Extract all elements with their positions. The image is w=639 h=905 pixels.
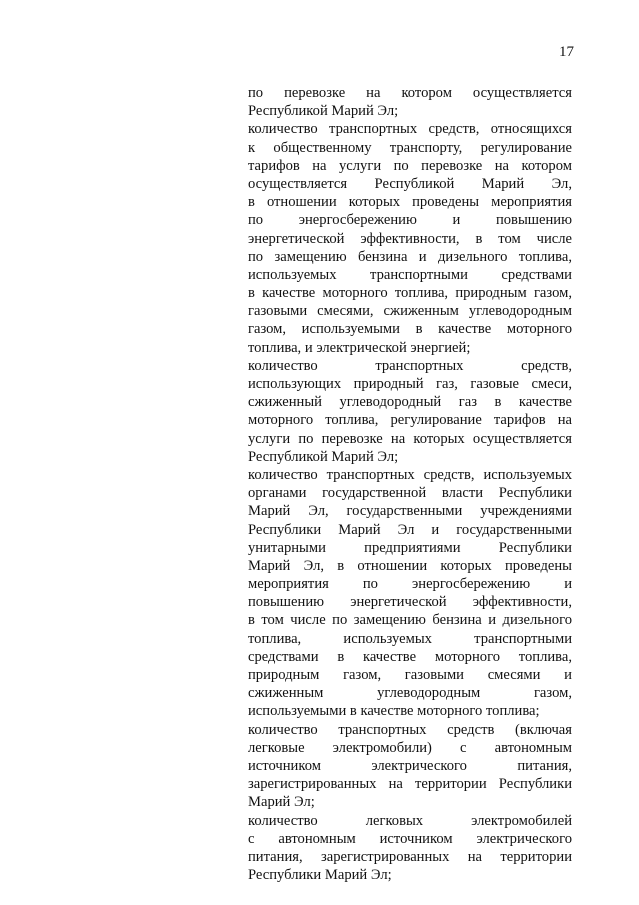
text-line: мероприятия по энергосбережению и: [248, 576, 572, 593]
text-line: с автономным источником электрического: [248, 830, 572, 847]
text-line: по замещению бензина и дизельного топлива,: [248, 248, 572, 265]
text-line: органами государственной власти Республики: [248, 485, 572, 502]
text-line: сжиженный углеводородный газ в качестве: [248, 394, 572, 411]
text-line: питания, зарегистрированных на территории: [248, 848, 572, 865]
text-line: количество транспортных средств,: [248, 357, 572, 374]
text-line: топлива, используемых транспортными: [248, 630, 572, 647]
text-line: Марий Эл;: [248, 794, 315, 811]
text-line: в качестве моторного топлива, природным газом,: [248, 285, 572, 302]
text-line: услуги по перевозке на которых осуществляется: [248, 430, 572, 447]
text-line: легковые электромобили) с автономным: [248, 739, 572, 756]
text-line: количество транспортных средств (включая: [248, 721, 572, 738]
text-line: осуществляется Республикой Марий Эл,: [248, 175, 572, 192]
text-line: Республикой Марий Эл;: [248, 103, 399, 120]
text-line: количество транспортных средств, используемых: [248, 466, 572, 483]
text-line: по перевозке на котором осуществляется: [248, 85, 572, 101]
text-line: зарегистрированных на территории Республики: [248, 776, 572, 793]
text-line: топлива, и электрической энергией;: [248, 339, 471, 356]
text-line: сжиженным углеводородным газом,: [248, 685, 572, 702]
text-line: моторного топлива, регулирование тарифов на: [248, 412, 572, 429]
text-line: газом, используемыми в качестве моторного: [248, 321, 572, 338]
text-line: Республикой Марий Эл;: [248, 448, 399, 465]
text-line: газовыми смесями, сжиженным углеводородным: [248, 303, 572, 320]
text-line: тарифов на услуги по перевозке на котором: [248, 157, 572, 174]
text-line: в отношении которых проведены мероприятия: [248, 194, 572, 211]
text-line: к общественному транспорту, регулирование: [248, 139, 572, 156]
text-line: источником электрического питания,: [248, 757, 572, 774]
document-body: [248, 84, 572, 884]
text-line: используемых транспортными средствами: [248, 266, 572, 283]
text-line: количество легковых электромобилей: [248, 812, 572, 829]
text-line: энергетической эффективности, в том числе: [248, 230, 572, 247]
text-line: в том числе по замещению бензина и дизельного: [248, 612, 572, 629]
text-line: по энергосбережению и повышению: [248, 212, 572, 229]
text-line: средствами в качестве моторного топлива,: [248, 648, 572, 665]
text-line: используемыми в качестве моторного топлива;: [248, 703, 540, 720]
text-line: унитарными предприятиями Республики: [248, 539, 572, 556]
text-line: природным газом, газовыми смесями и: [248, 667, 572, 683]
text-line: Марий Эл, в отношении которых проведены: [248, 557, 572, 574]
text-line: Республики Марий Эл и государственными: [248, 521, 572, 538]
page-number: 17: [559, 44, 574, 60]
text-line: Республики Марий Эл;: [248, 867, 392, 884]
text-line: Марий Эл, государственными учреждениями: [248, 503, 572, 520]
text-line: использующих природный газ, газовые смеси,: [248, 376, 572, 392]
text-line: повышению энергетической эффективности,: [248, 594, 572, 611]
text-line: количество транспортных средств, относящихся: [248, 121, 572, 138]
